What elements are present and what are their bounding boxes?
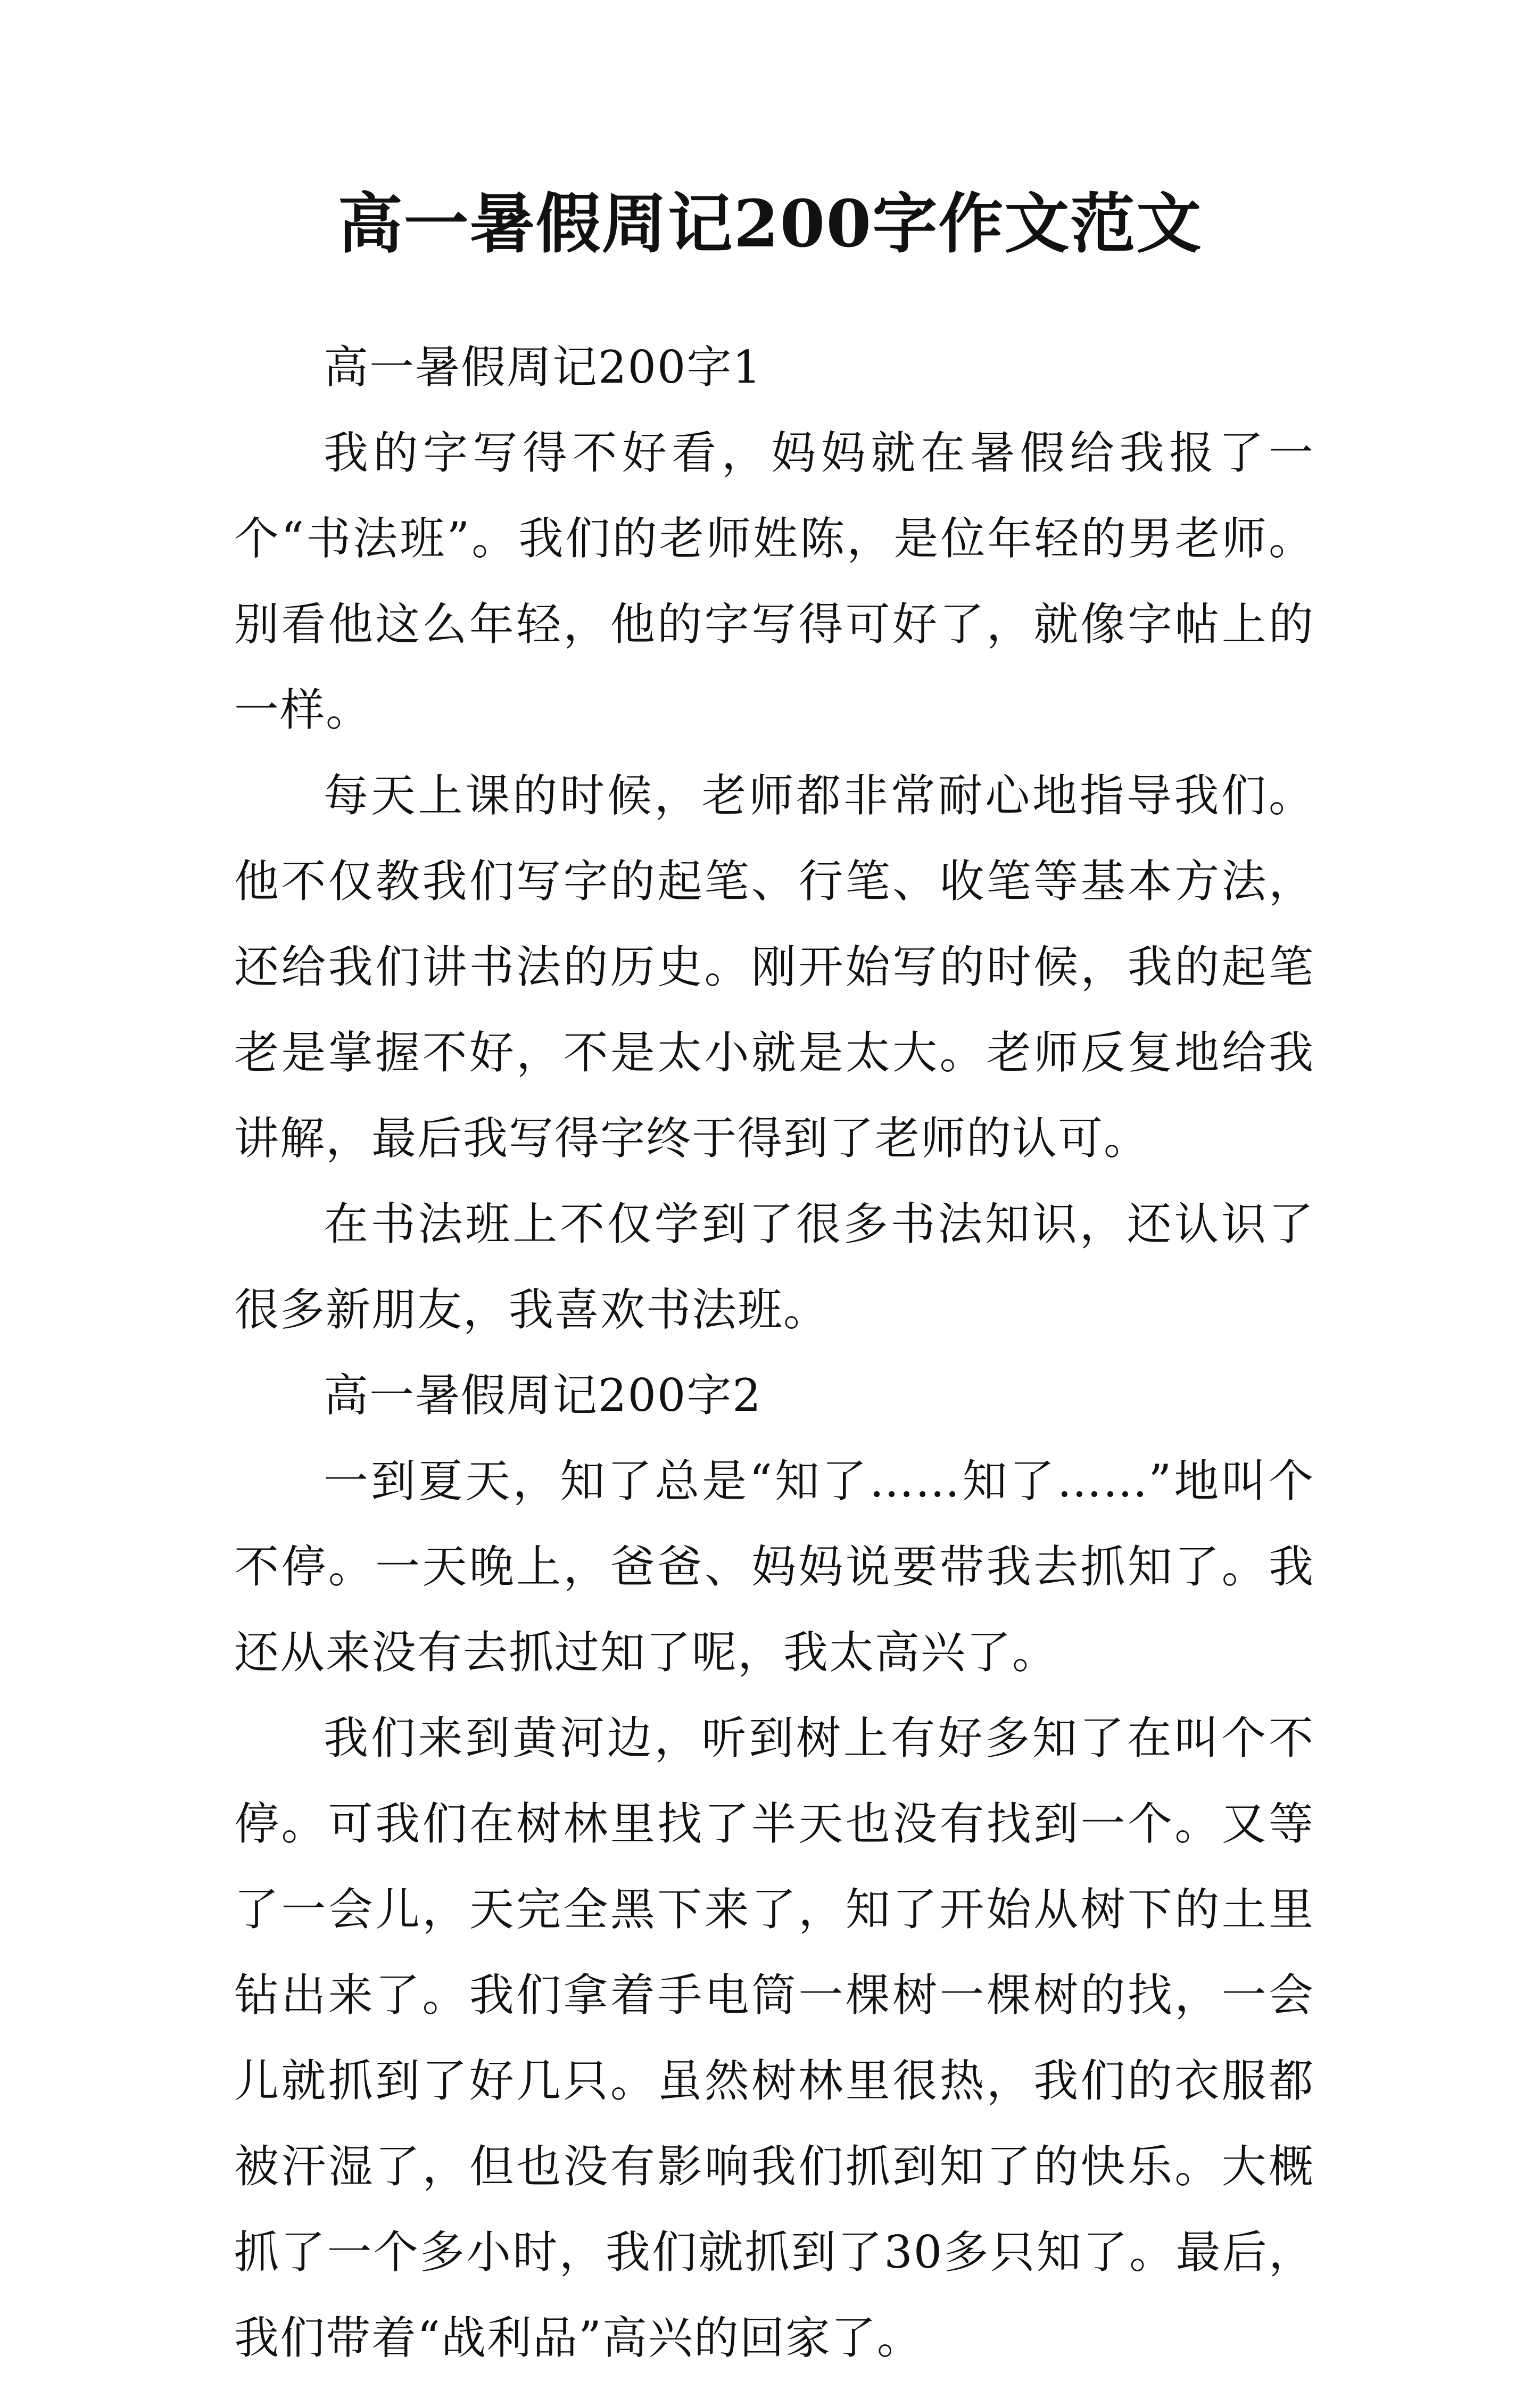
document-body: [234, 325, 1314, 2381]
paragraph: 我们来到黄河边，听到树上有好多知了在叫个不停。可我们在树林里找了半天也没有找到一个。又等了一会儿，天完全黑下来了，知了开始从树下的土里钻出来了。我们拿着手电筒一棵树一棵树的找，一会儿就抓到了好几只。虽然树林里很热，我们的衣服都被汗湿了，但也没有影响我们抓到知了的快乐。大概抓了一个多小时，我们就抓到了30多只知了。最后，我们带着“战利品”高兴的回家了。: [234, 1712, 1314, 2364]
paragraph: 一到夏天，知了总是“知了……知了……”地叫个不停。一天晚上，爸爸、妈妈说要带我去抓知了。我还从来没有去抓过知了呢，我太高兴了。: [234, 1455, 1314, 1679]
paragraph: 每天上课的时候，老师都非常耐心地指导我们。他不仅教我们写字的起笔、行笔、收笔等基本方法，还给我们讲书法的历史。刚开始写的时候，我的起笔老是掌握不好，不是太小就是太大。老师反复地给我讲解，最后我写得字终于得到了老师的认可。: [234, 770, 1314, 1164]
document-title: 高一暑假周记200字作文范文: [337, 185, 1203, 262]
section-heading-1: 高一暑假周记200字1: [324, 341, 762, 393]
paragraph: 我的字写得不好看，妈妈就在暑假给我报了一个“书法班”。我们的老师姓陈，是位年轻的男老师。别看他这么年轻，他的字写得可好了，就像字帖上的一样。: [234, 427, 1314, 736]
paragraph: 在书法班上不仅学到了很多书法知识，还认识了很多新朋友，我喜欢书法班。: [234, 1198, 1314, 1336]
section-heading-2: 高一暑假周记200字2: [324, 1369, 762, 1421]
